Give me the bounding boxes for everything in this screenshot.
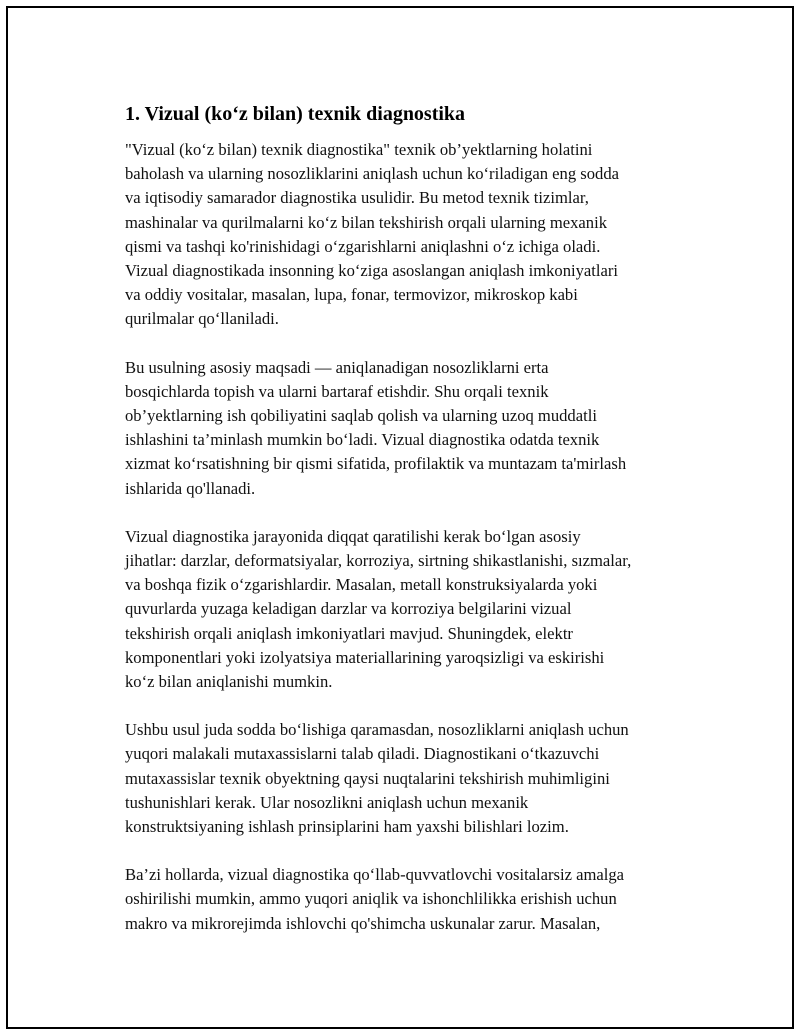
text-line: baholash va ularning nosozliklarini aniqlash uchun ko‘riladigan eng sodda — [125, 164, 620, 184]
text-line: Vizual diagnostikada insonning ko‘ziga asoslangan aniqlash imkoniyatlari — [125, 261, 619, 281]
text-line: va oddiy vositalar, masalan, lupa, fonar, termovizor, mikroskop kabi — [125, 285, 578, 305]
text-line: ishlashini ta’minlash mumkin bo‘ladi. Vizual diagnostika odatda texnik — [125, 430, 600, 450]
text-line: ob’yektlarning ish qobiliyatini saqlab qolish va ularning uzoq muddatli — [125, 406, 597, 426]
text-line: jihatlar: darzlar, deformatsiyalar, korroziya, sirtning shikastlanishi, sızmalar, — [125, 551, 632, 571]
text-line: Vizual diagnostika jarayonida diqqat qaratilishi kerak bo‘lgan asosiy — [125, 526, 581, 546]
paragraph-5 — [125, 863, 697, 936]
text-line: quvurlarda yuzaga keladigan darzlar va korroziya belgilarini vizual — [125, 599, 572, 619]
paragraph-3 — [125, 525, 697, 694]
text-line: qurilmalar qo‘llaniladi. — [125, 309, 279, 329]
text-line: konstruktsiyaning ishlash prinsiplarini ham yaxshi bilishlari lozim. — [125, 817, 569, 837]
text-line: bosqichlarda topish va ularni bartaraf etishdir. Shu orqali texnik — [125, 381, 549, 401]
section-heading: 1. Vizual (ko‘z bilan) texnik diagnostika — [125, 103, 466, 125]
text-line: va iqtisodiy samarador diagnostika usulidir. Bu metod texnik tizimlar, — [125, 188, 589, 208]
text-line: xizmat ko‘rsatishning bir qismi sifatida, profilaktik va muntazam ta'mirlash — [125, 454, 627, 474]
paragraph-1 — [125, 138, 697, 332]
text-line: Ba’zi hollarda, vizual diagnostika qo‘llab-quvvatlovchi vositalarsiz amalga — [125, 865, 625, 885]
paragraph-2 — [125, 356, 697, 501]
text-line: Ushbu usul juda sodda bo‘lishiga qaramasdan, nosozliklarni aniqlash uchun — [125, 720, 629, 740]
text-line: mashinalar va qurilmalarni ko‘z bilan tekshirish orqali ularning mexanik — [125, 212, 608, 232]
text-line: "Vizual (ko‘z bilan) texnik diagnostika" texnik ob’yektlarning holatini — [125, 140, 593, 159]
text-line: qismi va tashqi ko'rinishidagi o‘zgarishlarni aniqlashni o‘z ichiga oladi. — [125, 236, 601, 256]
page-frame — [6, 6, 794, 1029]
text-line: Bu usulning asosiy maqsadi — aniqlanadigan nosozliklarni erta — [125, 357, 549, 377]
text-line: makro va mikrorejimda ishlovchi qo'shimcha uskunalar zarur. Masalan, — [125, 913, 601, 933]
text-line: tushunishlari kerak. Ular nosozlikni aniqlash uchun mexanik — [125, 792, 529, 812]
text-line: va boshqa fizik o‘zgarishlardir. Masalan, metall konstruksiyalarda yoki — [125, 575, 598, 595]
text-line: komponentlari yoki izolyatsiya materiallarining yaroqsizligi va eskirishi — [125, 647, 605, 667]
paragraph-4 — [125, 718, 697, 839]
text-line: ishlarida qo'llanadi. — [125, 478, 256, 498]
text-line: mutaxassislar texnik obyektning qaysi nuqtalarini tekshirish muhimligini — [125, 768, 610, 788]
text-line: ko‘z bilan aniqlanishi mumkin. — [125, 672, 333, 692]
text-line: tekshirish orqali aniqlash imkoniyatlari mavjud. Shuningdek, elektr — [125, 623, 573, 643]
text-line: yuqori malakali mutaxassislarni talab qiladi. Diagnostikani o‘tkazuvchi — [125, 744, 600, 764]
document-body — [125, 100, 697, 960]
text-line: oshirilishi mumkin, ammo yuqori aniqlik va ishonchlilikka erishish uchun — [125, 889, 617, 909]
